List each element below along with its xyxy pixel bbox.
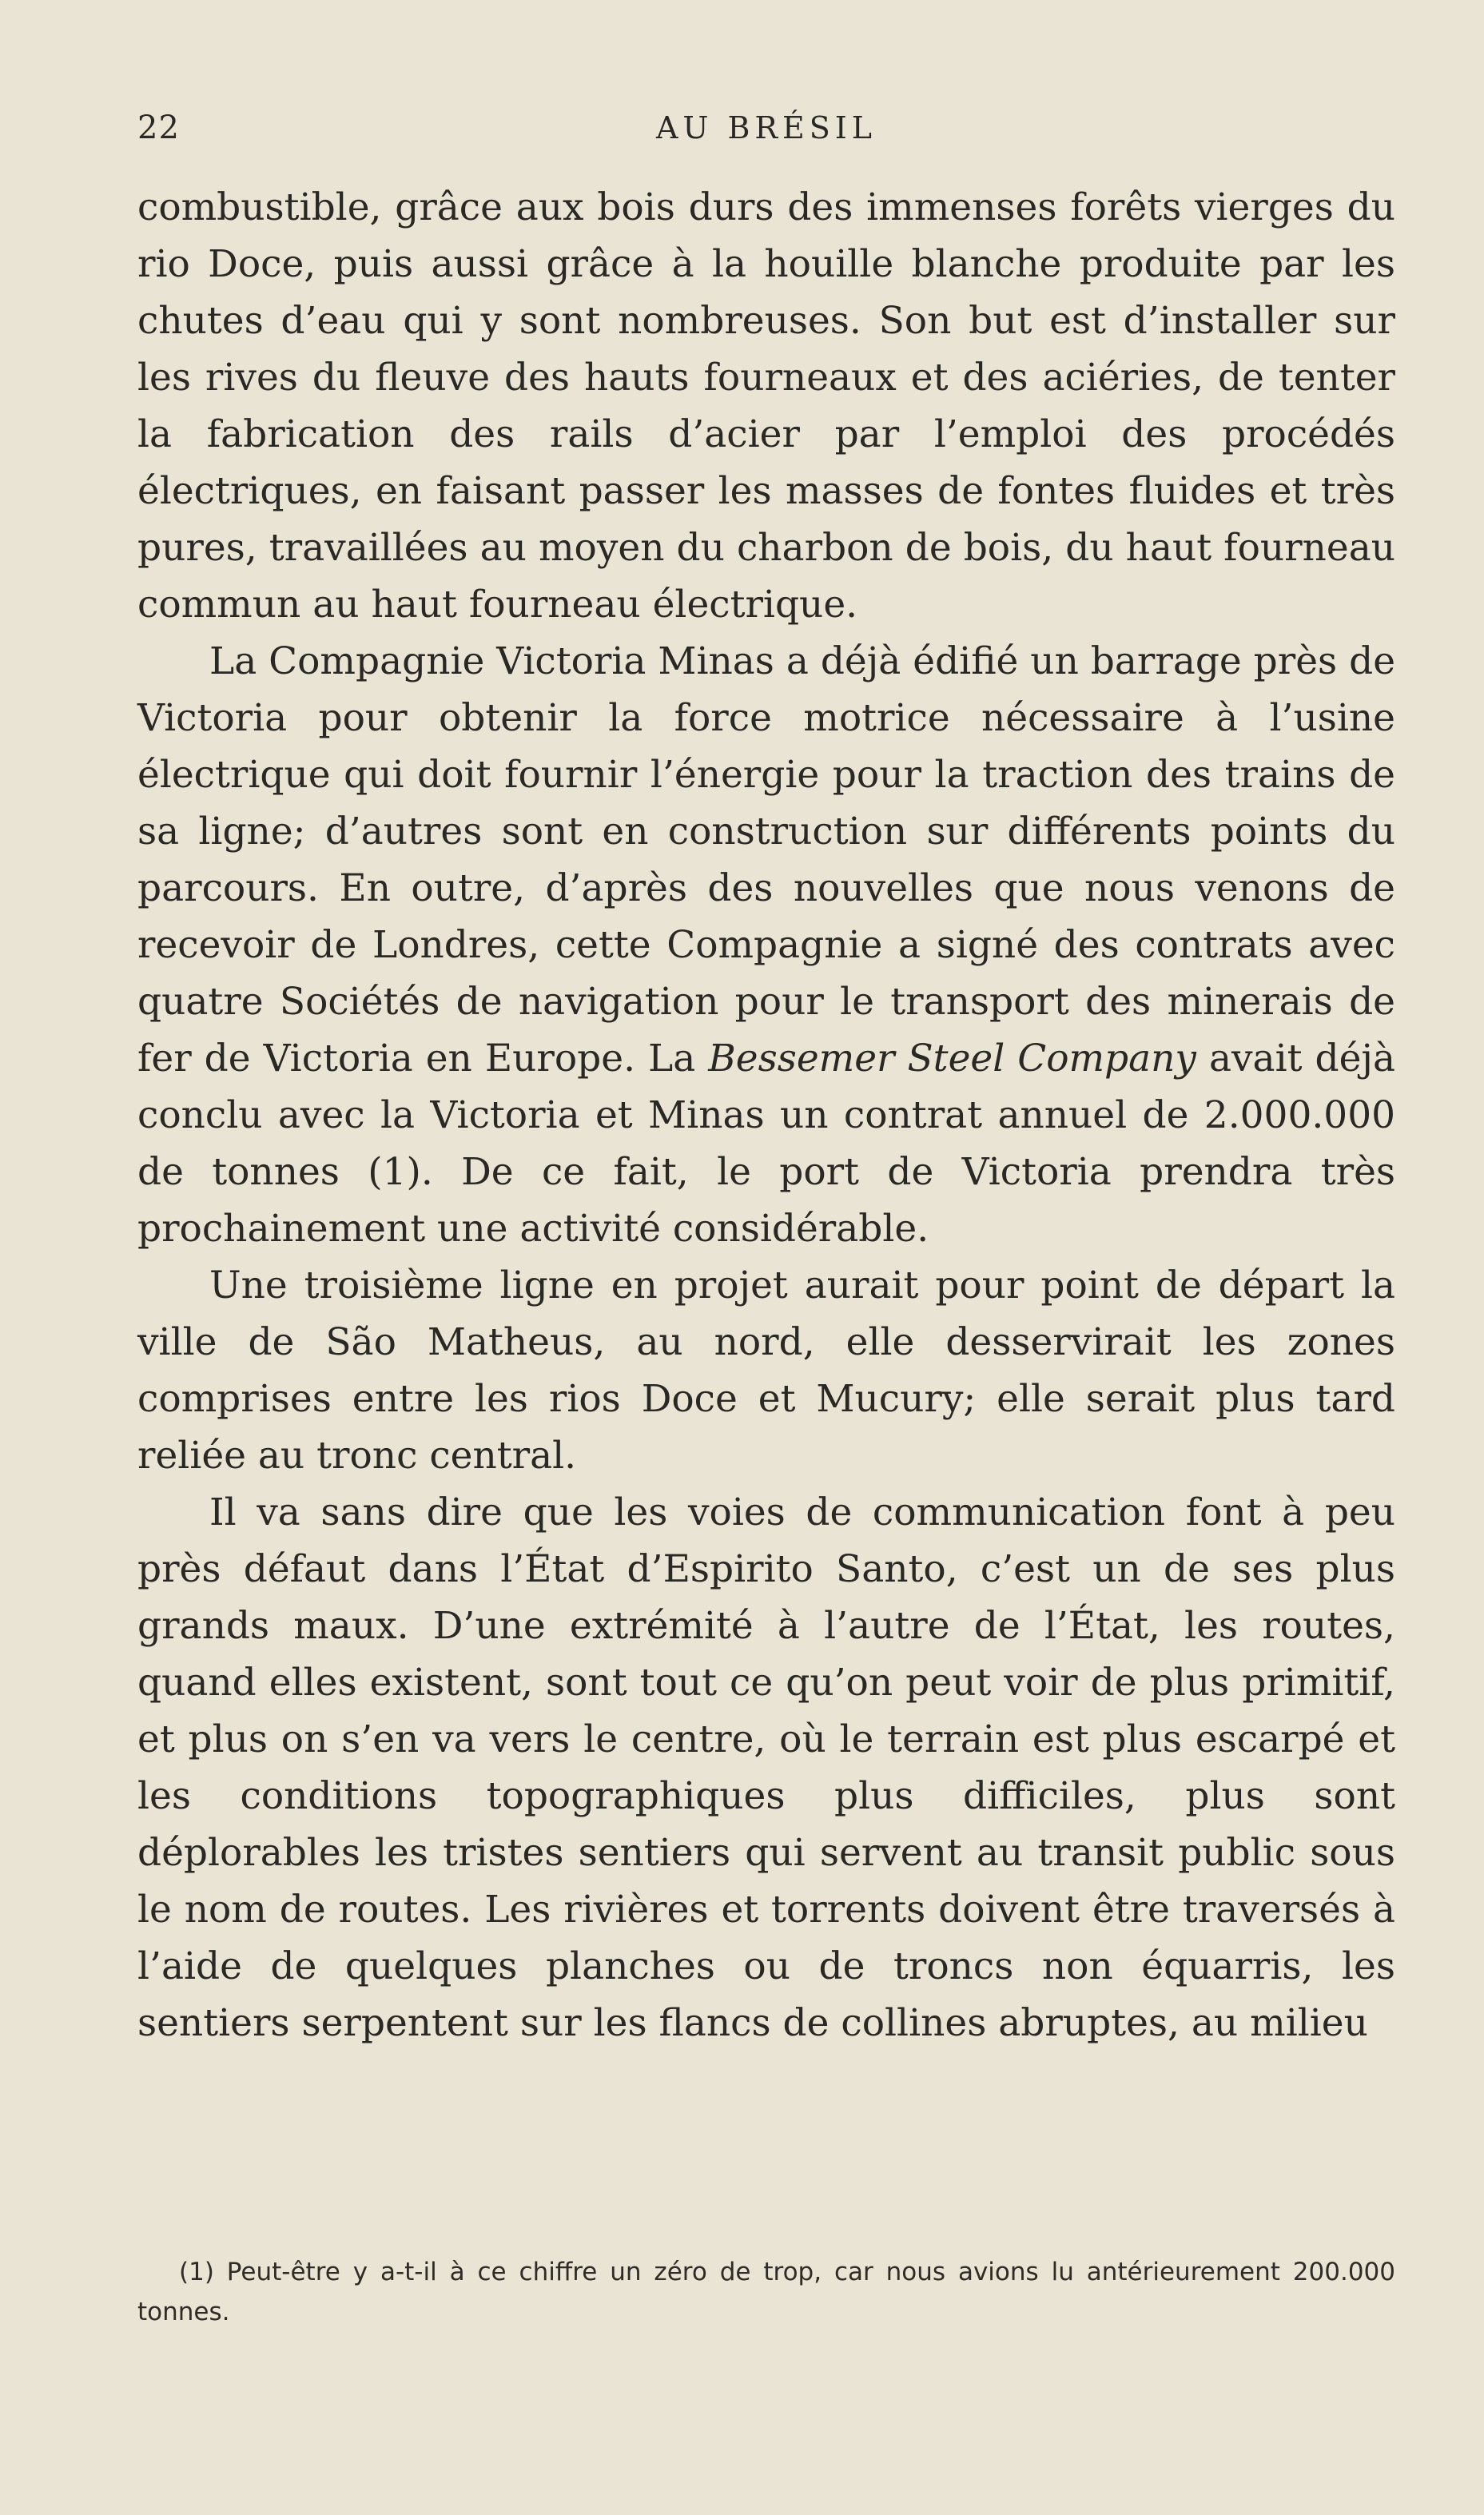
paragraph-third-line: Une troisième ligne en projet aurait pour point de départ la ville de São Matheus, au nord, elle desservirait les zones comprises entre les rios Doce et Mucury; elle serait plus tard reliée au tronc central. [137, 1263, 1395, 1478]
paragraph-continued: combustible, grâce aux bois durs des immenses forêts vierges du rio Doce, puis aussi grâce à la houille blanche produite par les chutes d’eau qui y sont nombreuses. Son but est d’installer sur les rives du fleuve des hauts fourneaux et des aciéries, de tenter la fabrication des rails d’acier par l’emploi des procédés électriques, en faisant passer les masses de fontes fluides et très pures, travaillées au moyen du charbon de bois, du haut fourneau commun au haut fourneau électrique. [137, 185, 1395, 627]
paragraph-communications: Il va sans dire que les voies de communication font à peu près défaut dans l’État d’Espirito Santo, c’est un de ses plus grands maux. D’une extrémité à l’autre de l’État, les routes, quand elles existent, sont tout ce qu’on peut voir de plus primitif, et plus on s’en va vers le centre, où le terrain est plus escarpé et les conditions topographiques plus difficiles, plus sont déplorables les tristes sentiers qui servent au transit public sous le nom de routes. Les rivières et torrents doivent être traversés à l’aide de quelques planches ou de troncs non équarris, les sentiers serpentent sur les flancs de collines abruptes, au milieu [137, 1490, 1395, 2045]
running-title: AU BRÉSIL [655, 110, 877, 145]
body-text [137, 179, 1395, 2051]
company-name-italic: Bessemer Steel Company [708, 1037, 1196, 1080]
paragraph-victoria-minas [137, 633, 1395, 1257]
running-head [137, 104, 1395, 152]
paragraph-text-start: La Compagnie Victoria Minas a déjà édifié un barrage près de Victoria pour obtenir la force motrice nécessaire à l’usine électrique qui doit fournir l’énergie pour la traction des trains de sa ligne; d’autres sont en construction sur différents points du parcours. En outre, d’après des nouvelles que nous venons de recevoir de Londres, cette Compagnie a signé des contrats avec quatre Sociétés de navigation pour le transport des minerais de fer de Victoria en Europe. La [137, 639, 1396, 1080]
page-number: 22 [137, 109, 180, 146]
footnote: (1) Peut-être y a-t-il à ce chiffre un zéro de trop, car nous avions lu antérieurement 200.000 tonnes. [137, 2258, 1395, 2326]
paragraph-text-end: avait déjà conclu avec la Victoria et Minas un contrat annuel de 2.000.000 de tonnes (1). De ce fait, le port de Victoria prendra très prochainement une activité considérable. [137, 1037, 1395, 1251]
